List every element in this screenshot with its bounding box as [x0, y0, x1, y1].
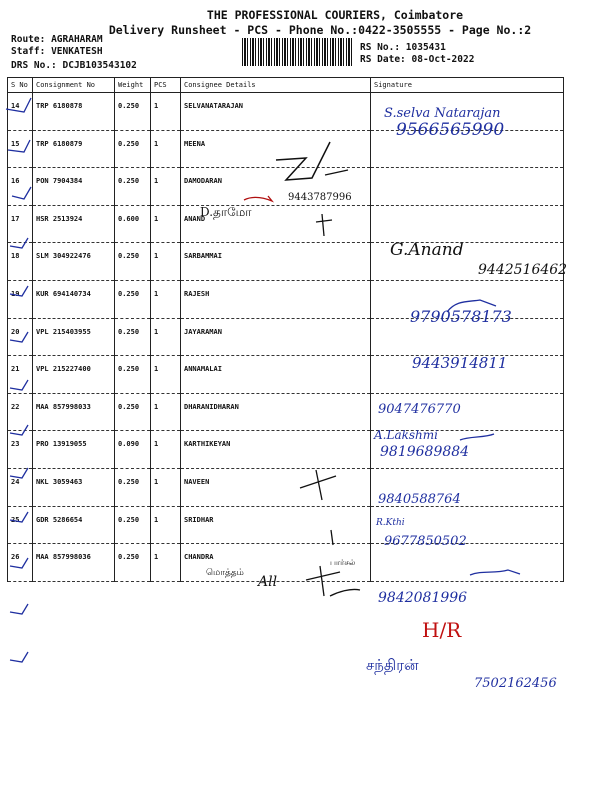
- weight-cell: 0.250: [115, 243, 151, 281]
- pcs-cell: 1: [151, 356, 181, 394]
- handwritten-note: All: [258, 574, 278, 590]
- tick-mark: [10, 425, 28, 435]
- weight-cell: 0.250: [115, 393, 151, 431]
- consignee-cell: MEENA: [181, 130, 371, 168]
- tick-mark: [10, 652, 28, 662]
- handwritten-name: R.Kthi: [376, 518, 405, 528]
- sno-cell: 24: [8, 468, 33, 506]
- handwritten-phone: 9840588764: [378, 492, 461, 507]
- cross-mark: [300, 470, 336, 500]
- pcs-cell: 1: [151, 205, 181, 243]
- handwritten-phone: 9842081996: [378, 590, 468, 606]
- handwritten-phone: 9047476770: [378, 402, 461, 417]
- sno-cell: 23: [8, 431, 33, 469]
- handwritten-phone: 9566565990: [396, 120, 505, 140]
- weight-cell: 0.250: [115, 506, 151, 544]
- handwritten-phone: 9442516462: [478, 262, 568, 278]
- rs-date-value: 08-Oct-2022: [411, 54, 475, 65]
- staff-label: Staff:: [11, 46, 46, 57]
- runsheet-subtitle: Delivery Runsheet - PCS - Phone No.:0422-3505555 - Page No.:2: [108, 23, 532, 37]
- handwritten-phone: 9790578173: [410, 307, 512, 326]
- sno-cell: 25: [8, 506, 33, 544]
- tick-mark: [10, 512, 28, 522]
- consignee-cell: SARBAMMAI: [181, 243, 371, 281]
- pcs-cell: 1: [151, 168, 181, 206]
- consignee-cell: JAYARAMAN: [181, 318, 371, 356]
- handwritten-name: D.தாமோ: [200, 205, 252, 219]
- handwritten-name: A.Lakshmi: [374, 428, 438, 442]
- consignment-cell: VPL 215227400: [33, 356, 115, 394]
- col-signature-header: Signature: [371, 78, 564, 93]
- weight-cell: 0.250: [115, 318, 151, 356]
- consignment-cell: SLM 304922476: [33, 243, 115, 281]
- consignee-cell: CHANDRA: [181, 544, 371, 582]
- sno-cell: 21: [8, 356, 33, 394]
- consignee-cell: DAMODARAN: [181, 168, 371, 206]
- pcs-cell: 1: [151, 468, 181, 506]
- pcs-cell: 1: [151, 431, 181, 469]
- drs-value: DCJB103543102: [62, 60, 137, 71]
- sno-cell: 16: [8, 168, 33, 206]
- sno-cell: 18: [8, 243, 33, 281]
- weight-cell: 0.250: [115, 468, 151, 506]
- handwritten-name: சந்திரன்: [366, 656, 419, 674]
- consignment-cell: TRP 6180879: [33, 130, 115, 168]
- tick-mark: [6, 98, 31, 112]
- route-label: Route:: [11, 34, 46, 45]
- signature-scribble: [325, 170, 348, 175]
- tick-mark: [10, 380, 28, 390]
- staff-value: VENKATESH: [51, 46, 103, 57]
- handwritten-phone: 9443787996: [288, 192, 352, 203]
- pcs-cell: 1: [151, 393, 181, 431]
- tick-mark: [10, 558, 28, 568]
- col-pcs-header: PCS: [151, 78, 181, 93]
- pcs-cell: 1: [151, 280, 181, 318]
- drs-label: DRS No.:: [11, 60, 57, 71]
- consignment-cell: GDR 5286654: [33, 506, 115, 544]
- consignment-cell: NKL 3059463: [33, 468, 115, 506]
- cross-mark: [316, 214, 332, 236]
- tick-mark: [10, 332, 28, 342]
- handwritten-name: S.selva Natarajan: [384, 106, 501, 121]
- handwritten-phone: 9677850502: [384, 534, 467, 549]
- sno-cell: 26: [8, 544, 33, 582]
- consignee-cell: NAVEEN: [181, 468, 371, 506]
- handwritten-phone: 7502162456: [474, 676, 557, 691]
- rs-no-label: RS No.:: [360, 42, 401, 53]
- sno-cell: 20: [8, 318, 33, 356]
- col-consignment-header: Consignment No: [33, 78, 115, 93]
- tick-mark: [10, 604, 28, 614]
- sno-cell: 14: [8, 93, 33, 131]
- rs-date-label: RS Date:: [360, 54, 406, 65]
- handwritten-note: H/R: [422, 618, 462, 642]
- weight-cell: 0.090: [115, 431, 151, 469]
- company-title: THE PROFESSIONAL COURIERS, Coimbatore: [206, 8, 464, 22]
- sno-cell: 15: [8, 130, 33, 168]
- pcs-cell: 1: [151, 544, 181, 582]
- consignment-cell: PON 7904384: [33, 168, 115, 206]
- signature-scribble: [470, 570, 520, 575]
- weight-cell: 0.250: [115, 168, 151, 206]
- weight-cell: 0.600: [115, 205, 151, 243]
- consignment-cell: PRO 13919055: [33, 431, 115, 469]
- rs-no-value: 1035431: [405, 42, 446, 53]
- tick-mark: [8, 140, 30, 152]
- cross-mark: [306, 566, 340, 596]
- weight-cell: 0.250: [115, 280, 151, 318]
- consignment-cell: VPL 215403955: [33, 318, 115, 356]
- arrow-mark: [244, 196, 272, 201]
- sno-cell: 17: [8, 205, 33, 243]
- consignment-cell: TRP 6180878: [33, 93, 115, 131]
- sno-cell: 19: [8, 280, 33, 318]
- col-weight-header: Weight: [115, 78, 151, 93]
- tick-mark: [12, 187, 31, 199]
- pcs-cell: 1: [151, 318, 181, 356]
- pcs-cell: 1: [151, 93, 181, 131]
- route-value: AGRAHARAM: [51, 34, 103, 45]
- cross-mark: [331, 530, 333, 545]
- handwritten-phone: 9819689884: [380, 444, 470, 460]
- pcs-cell: 1: [151, 130, 181, 168]
- signature-scribble: [276, 142, 330, 180]
- pcs-cell: 1: [151, 506, 181, 544]
- handwritten-phone: 9443914811: [412, 354, 508, 372]
- weight-cell: 0.250: [115, 93, 151, 131]
- consignee-cell: SELVANATARAJAN: [181, 93, 371, 131]
- consignee-cell: RAJESH: [181, 280, 371, 318]
- consignment-cell: HSR 2513924: [33, 205, 115, 243]
- handwritten-note: மொத்தம்: [206, 568, 244, 578]
- consignment-cell: MAA 857998033: [33, 393, 115, 431]
- signature-scribble: [460, 434, 494, 440]
- handwritten-name: G.Anand: [390, 240, 464, 260]
- pcs-cell: 1: [151, 243, 181, 281]
- handwritten-note: பார்சல்: [330, 558, 356, 567]
- consignment-cell: MAA 857998036: [33, 544, 115, 582]
- tick-mark: [10, 286, 28, 296]
- signature-scribble: [330, 589, 360, 596]
- consignment-cell: KUR 694140734: [33, 280, 115, 318]
- consignee-cell: DHARANIDHARAN: [181, 393, 371, 431]
- consignee-cell: ANAND: [181, 205, 371, 243]
- col-consignee-header: Consignee Details: [181, 78, 371, 93]
- col-sno-header: S No: [8, 78, 33, 93]
- sno-cell: 22: [8, 393, 33, 431]
- weight-cell: 0.250: [115, 356, 151, 394]
- weight-cell: 0.250: [115, 544, 151, 582]
- weight-cell: 0.250: [115, 130, 151, 168]
- consignee-cell: KARTHIKEYAN: [181, 431, 371, 469]
- consignee-cell: ANNAMALAI: [181, 356, 371, 394]
- tick-mark: [10, 468, 28, 478]
- tick-mark: [10, 238, 28, 248]
- consignee-cell: SRIDHAR: [181, 506, 371, 544]
